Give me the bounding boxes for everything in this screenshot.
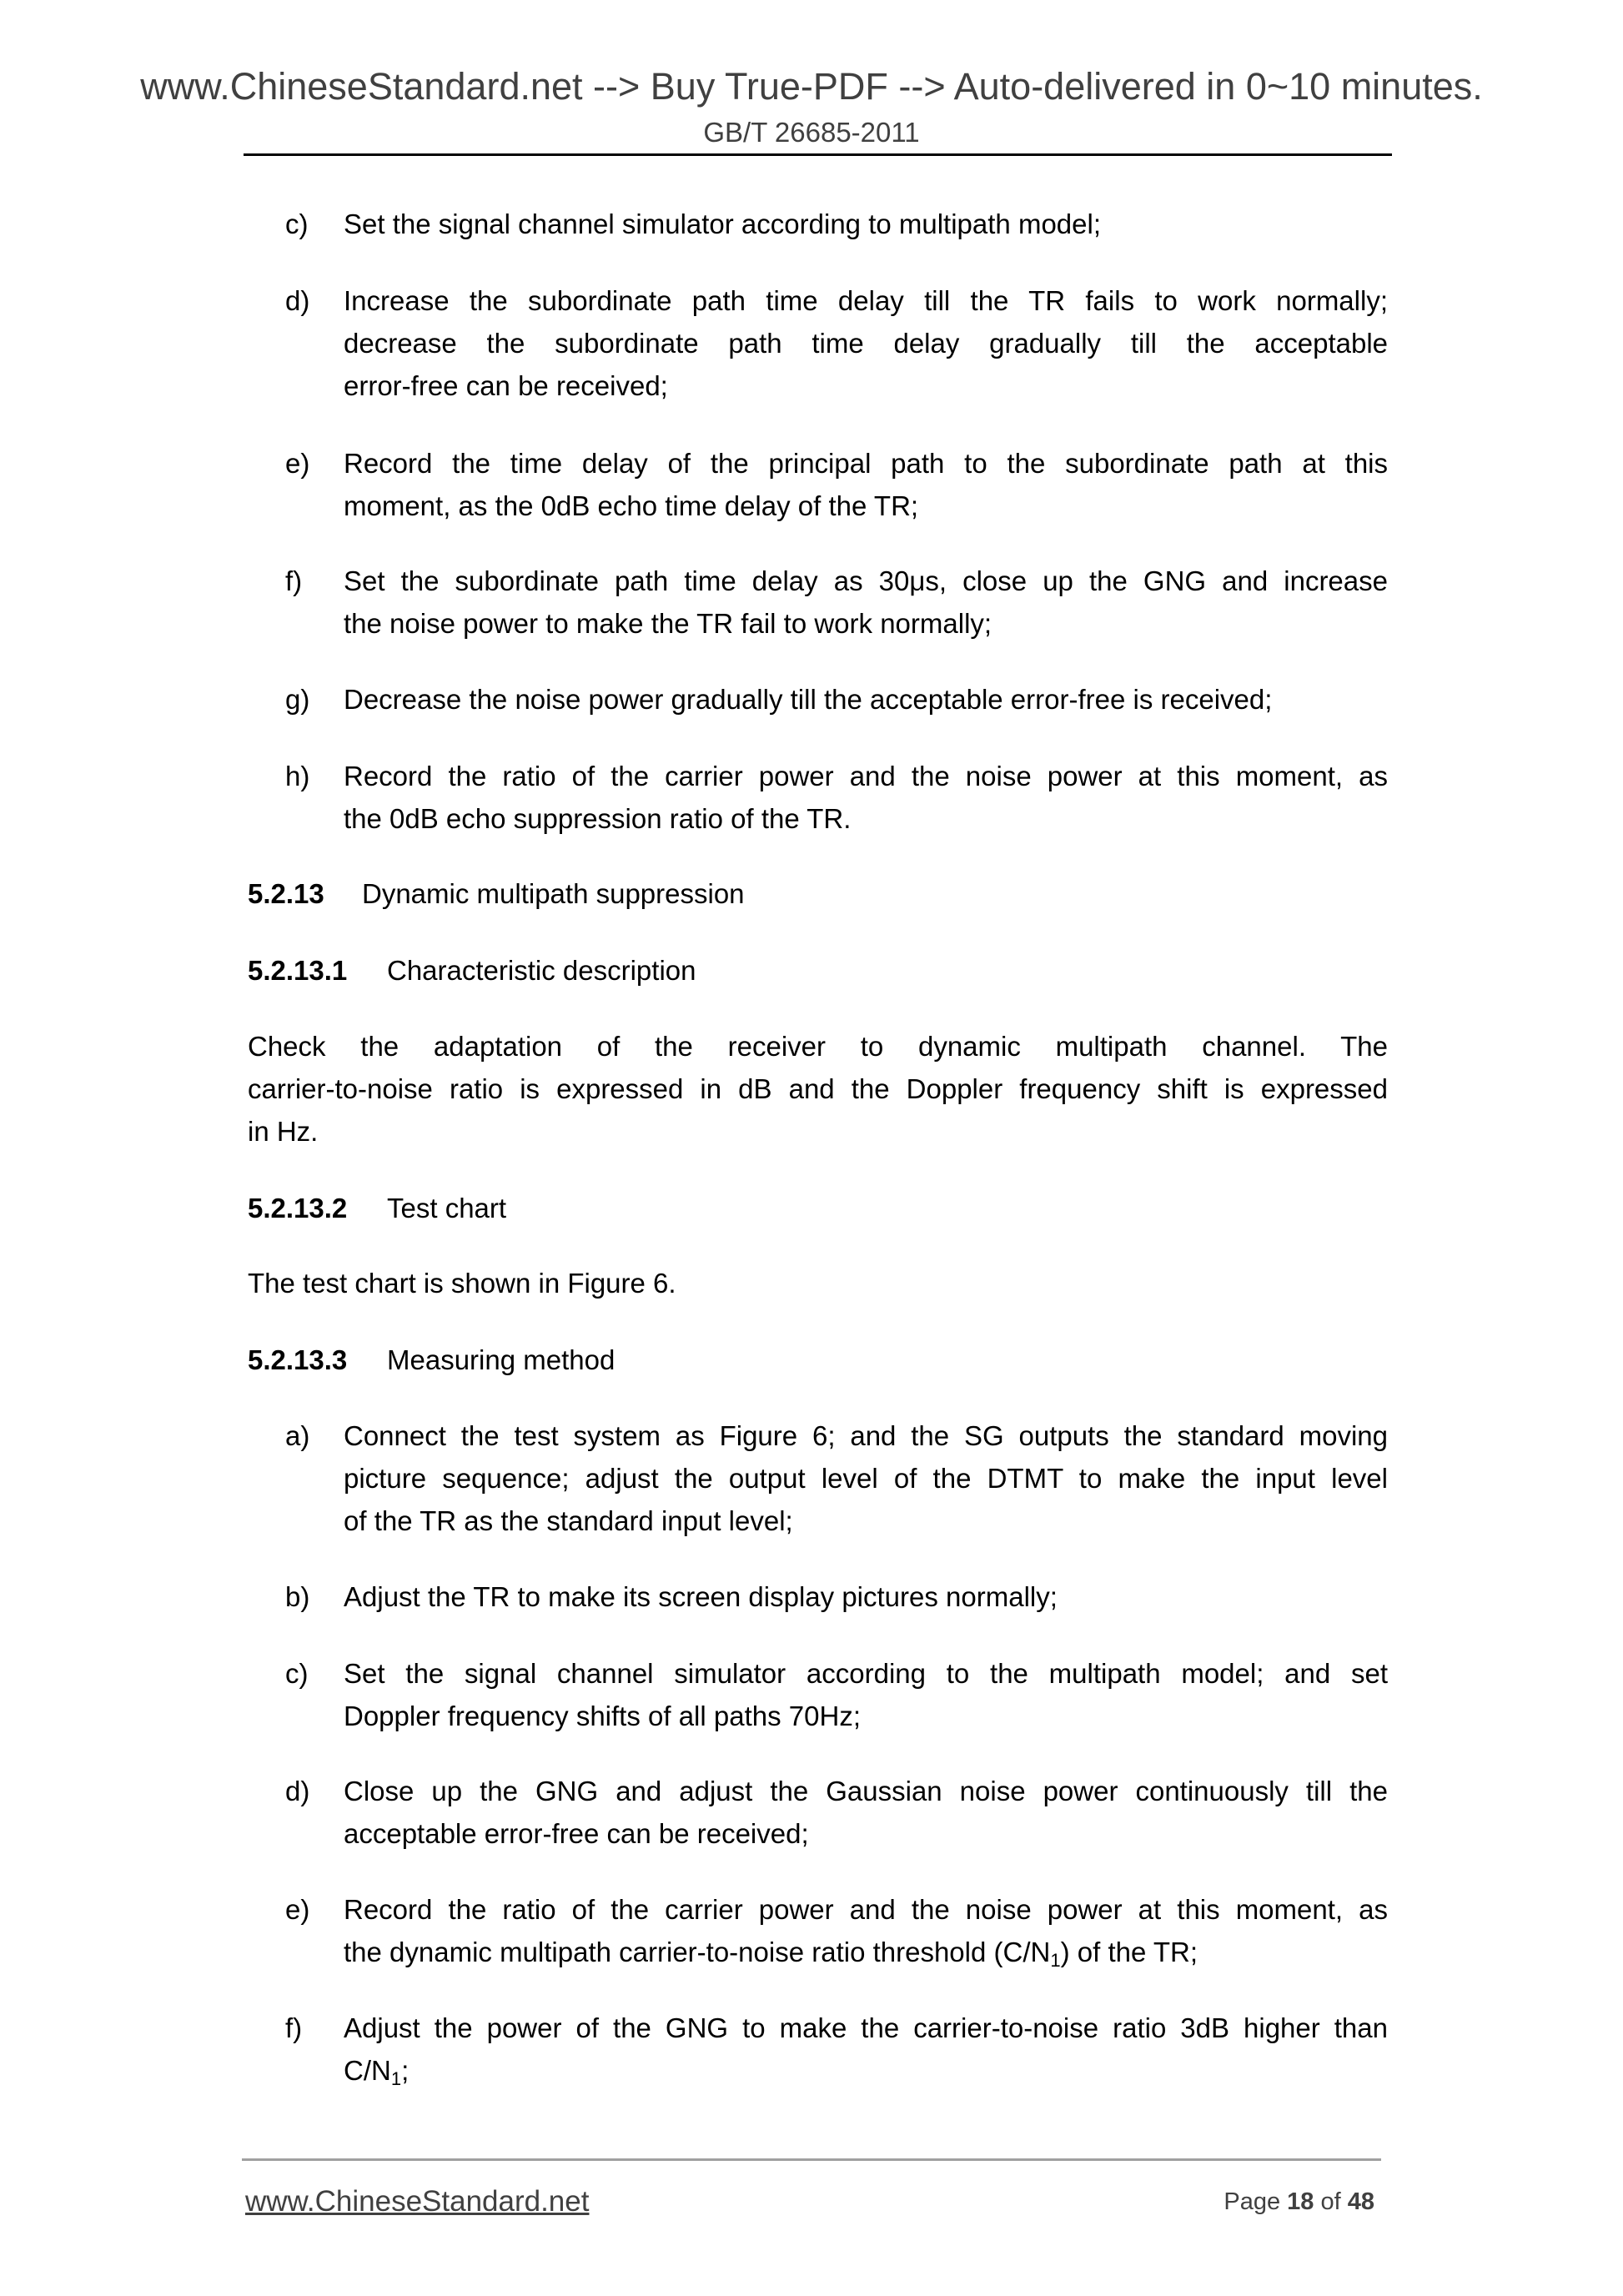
list-item — [285, 1888, 1388, 1982]
list-item — [285, 1575, 1388, 1618]
section-number: 5.2.13.1 — [248, 955, 348, 986]
section-heading — [248, 872, 745, 915]
list-item — [285, 279, 1388, 407]
subscript: 1 — [390, 2068, 402, 2089]
text-line — [344, 2049, 1388, 2100]
text-line: picture sequence; adjust the output level of the DTMT to make the input level — [344, 1463, 1388, 1494]
list-item — [285, 442, 1388, 527]
list-label: c) — [285, 208, 309, 239]
list-item-text — [344, 1414, 1388, 1542]
list-label: h) — [285, 761, 310, 791]
list-item — [285, 755, 1388, 840]
text-line: moment, as the 0dB echo time delay of the TR; — [344, 490, 919, 521]
section-heading — [248, 1187, 506, 1229]
standard-number: GB/T 26685-2011 — [703, 117, 920, 148]
footer-website-link[interactable]: www.ChineseStandard.net — [245, 2185, 590, 2218]
page-word: Page — [1224, 2188, 1281, 2215]
section-heading — [248, 1339, 615, 1381]
section-title: Dynamic multipath suppression — [362, 878, 745, 909]
list-label: e) — [285, 448, 310, 479]
list-item — [285, 1770, 1388, 1855]
list-item-text — [344, 1770, 1388, 1855]
list-label: e) — [285, 1894, 310, 1925]
list-label: d) — [285, 1776, 310, 1806]
list-item — [285, 678, 1388, 721]
section-number: 5.2.13.3 — [248, 1344, 348, 1375]
list-item — [285, 2007, 1388, 2100]
text-line: the 0dB echo suppression ratio of the TR. — [344, 803, 852, 834]
list-label: a) — [285, 1420, 310, 1451]
list-label: b) — [285, 1581, 310, 1612]
list-label: c) — [285, 1658, 309, 1689]
text-line: Increase the subordinate path time delay till the TR fails to work normally; — [344, 285, 1388, 316]
list-item — [285, 1652, 1388, 1737]
text-line: Check the adaptation of the receiver to dynamic multipath channel. The — [248, 1031, 1388, 1062]
text-line: Record the time delay of the principal path to the subordinate path at this — [344, 448, 1388, 479]
text-line: Set the signal channel simulator according to the multipath model; and set — [344, 1658, 1388, 1689]
section-title: Test chart — [387, 1193, 507, 1223]
of-word: of — [1320, 2188, 1341, 2215]
text-line: Decrease the noise power gradually till the acceptable error-free is received; — [344, 684, 1273, 715]
header-divider — [244, 153, 1392, 156]
list-item — [285, 203, 1388, 245]
text-line: Set the subordinate path time delay as 30μs, close up the GNG and increase — [344, 565, 1388, 596]
page-indicator — [1224, 2188, 1374, 2216]
header-banner: www.ChineseStandard.net --> Buy True-PDF --> Auto-delivered in 0~10 minutes. — [140, 65, 1483, 108]
list-item-text — [344, 1652, 1388, 1737]
list-label: f) — [285, 2012, 303, 2043]
text-segment: ) of the TR; — [1060, 1937, 1198, 1967]
list-item-text — [344, 1888, 1388, 1982]
text-segment: the dynamic multipath carrier-to-noise ratio threshold (C/N — [344, 1937, 1051, 1967]
text-line: Adjust the power of the GNG to make the carrier-to-noise ratio 3dB higher than — [344, 2012, 1388, 2043]
text-line: Connect the test system as Figure 6; and the SG outputs the standard moving — [344, 1420, 1388, 1451]
list-label: g) — [285, 684, 310, 715]
section-title: Measuring method — [387, 1344, 616, 1375]
text-line: carrier-to-noise ratio is expressed in dB and the Doppler frequency shift is expressed — [248, 1073, 1388, 1104]
list-label: f) — [285, 565, 303, 596]
text-line — [344, 1931, 1388, 1982]
text-line: The test chart is shown in Figure 6. — [248, 1268, 676, 1299]
text-line: in Hz. — [248, 1116, 319, 1147]
text-line: decrease the subordinate path time delay gradually till the acceptable — [344, 328, 1388, 359]
list-item-text — [344, 279, 1388, 407]
text-line: Close up the GNG and adjust the Gaussian noise power continuously till the — [344, 1776, 1388, 1806]
text-line: of the TR as the standard input level; — [344, 1505, 793, 1536]
text-line: Doppler frequency shifts of all paths 70Hz; — [344, 1701, 861, 1731]
list-item-text — [344, 755, 1388, 840]
list-item-text — [344, 442, 1388, 527]
footer-divider — [242, 2158, 1381, 2161]
paragraph — [248, 1262, 1388, 1304]
list-item-text — [344, 678, 1388, 721]
text-line: error-free can be received; — [344, 370, 668, 401]
section-number: 5.2.13.2 — [248, 1193, 348, 1223]
text-segment: C/N — [344, 2055, 391, 2086]
text-line: Adjust the TR to make its screen display pictures normally; — [344, 1581, 1058, 1612]
list-item — [285, 560, 1388, 645]
total-pages: 48 — [1347, 2188, 1374, 2215]
list-item-text — [344, 203, 1388, 245]
text-line: Record the ratio of the carrier power and the noise power at this moment, as — [344, 1894, 1388, 1925]
list-item-text — [344, 560, 1388, 645]
text-line: Record the ratio of the carrier power and the noise power at this moment, as — [344, 761, 1388, 791]
text-segment: ; — [401, 2055, 410, 2086]
list-label: d) — [285, 285, 310, 316]
text-line: acceptable error-free can be received; — [344, 1818, 809, 1849]
section-number: 5.2.13 — [248, 878, 324, 909]
current-page: 18 — [1287, 2188, 1314, 2215]
text-line: Set the signal channel simulator according to multipath model; — [344, 208, 1101, 239]
section-title: Characteristic description — [387, 955, 696, 986]
list-item-text — [344, 2007, 1388, 2100]
list-item-text — [344, 1575, 1388, 1618]
paragraph — [248, 1025, 1388, 1153]
list-item — [285, 1414, 1388, 1542]
subscript: 1 — [1050, 1950, 1061, 1971]
section-heading — [248, 949, 696, 992]
text-line: the noise power to make the TR fail to work normally; — [344, 608, 992, 639]
